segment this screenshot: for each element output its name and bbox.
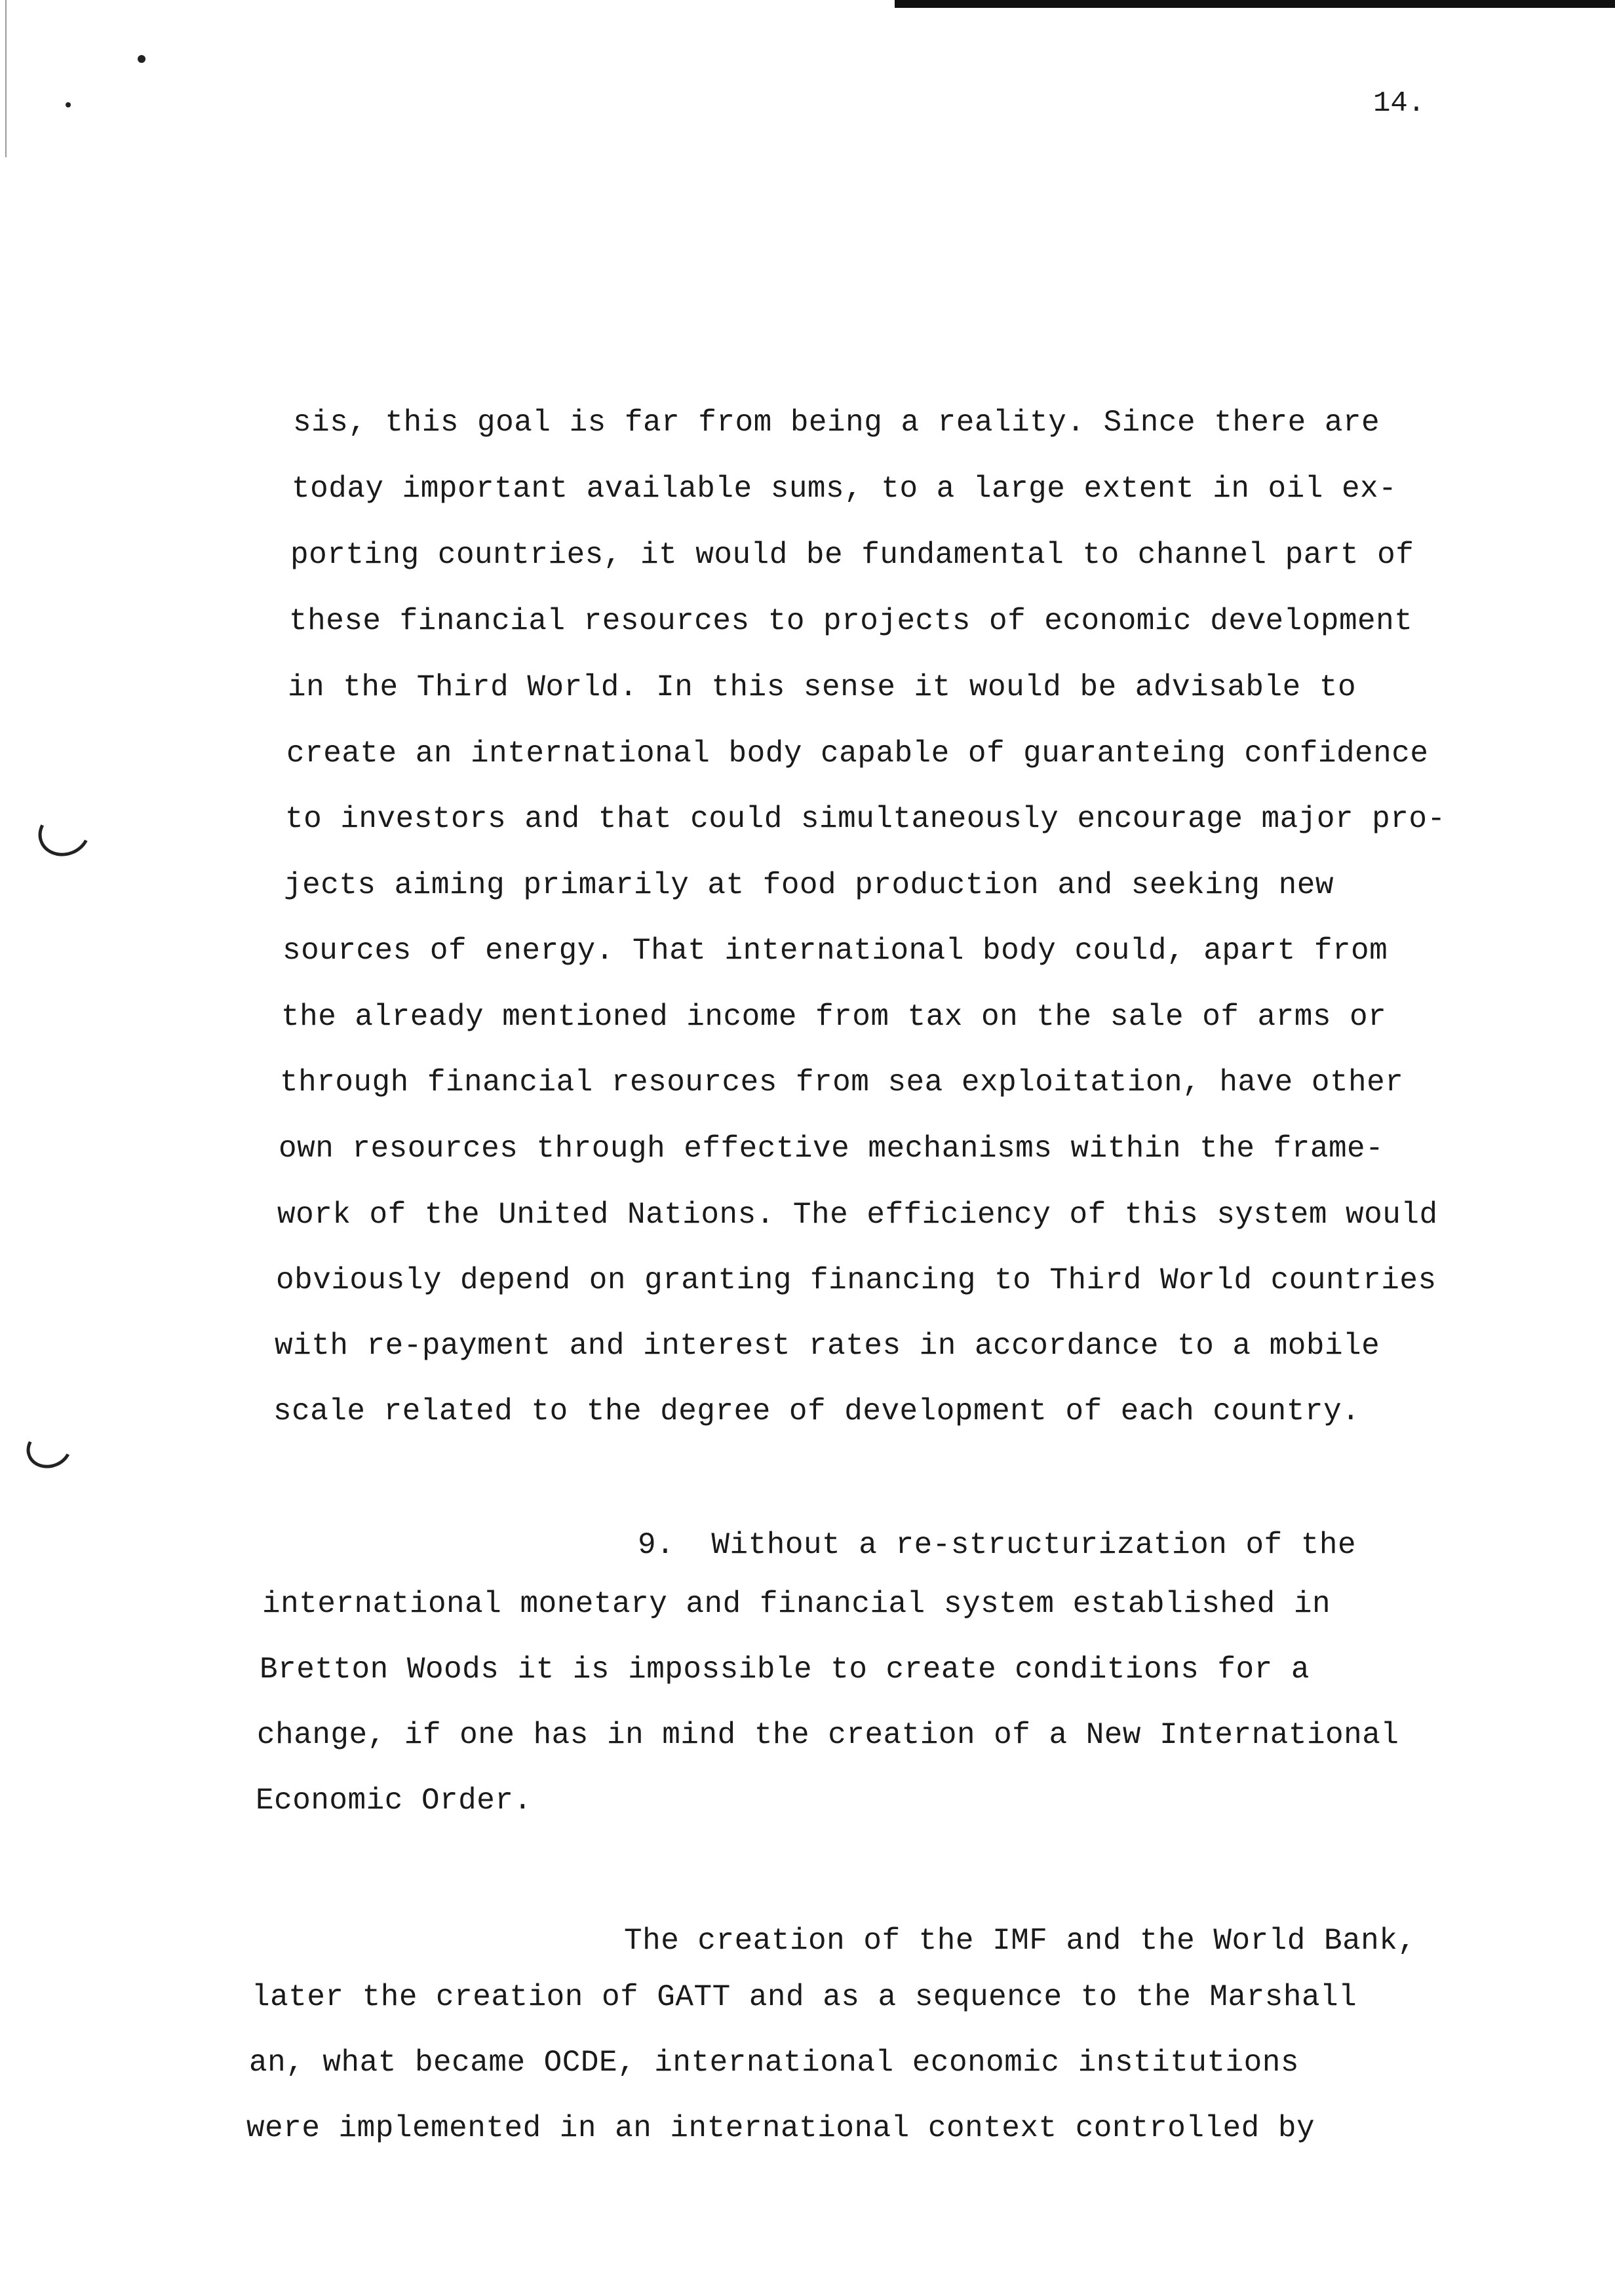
page-number: 14. — [1373, 87, 1426, 120]
text-line: 9. Without a re-structurization of the — [638, 1528, 1357, 1562]
top-edge-bar — [895, 0, 1615, 8]
text-line: the already mentioned income from tax on the sale of arms or — [281, 1000, 1387, 1034]
text-line: in the Third World. In this sense it would be advisable to — [288, 670, 1357, 704]
text-line: to investors and that could simultaneously encourage major pro- — [285, 802, 1446, 836]
text-line: sis, this goal is far from being a reality. Since there are — [293, 406, 1380, 440]
text-line: obviously depend on granting financing to Third World countries — [276, 1263, 1437, 1297]
text-line: Economic Order. — [256, 1784, 532, 1818]
text-line: today important available sums, to a large extent in oil ex- — [292, 472, 1397, 506]
text-line: were implemented in an international context controlled by — [246, 2111, 1315, 2145]
ink-speck — [66, 102, 71, 107]
text-line: sources of energy. That international body could, apart from — [282, 934, 1388, 968]
text-line: later the creation of GATT and as a sequence to the Marshall — [252, 1980, 1357, 2014]
punch-hole-mark — [21, 1422, 77, 1474]
text-line: these financial resources to projects of economic development — [289, 604, 1413, 638]
text-line: scale related to the degree of development of each country. — [273, 1394, 1361, 1428]
text-line: porting countries, it would be fundamental to channel part of — [290, 538, 1414, 572]
text-line: work of the United Nations. The efficiency of this system would — [277, 1198, 1438, 1232]
ink-speck — [138, 55, 146, 63]
text-line: change, if one has in mind the creation of a New International — [257, 1718, 1399, 1752]
text-line: The creation of the IMF and the World Bank, — [624, 1924, 1416, 1958]
text-line: through financial resources from sea exploitation, have other — [280, 1065, 1404, 1100]
punch-hole-mark — [31, 802, 96, 863]
text-line: with re-payment and interest rates in accordance to a mobile — [275, 1329, 1380, 1363]
text-line: international monetary and financial system established in — [262, 1587, 1331, 1621]
text-line: jects aiming primarily at food production and seeking new — [284, 868, 1334, 902]
text-line: Bretton Woods it is impossible to create conditions for a — [260, 1653, 1310, 1687]
text-line: own resources through effective mechanisms within the frame- — [279, 1132, 1384, 1166]
text-line: an, what became OCDE, international economic institutions — [249, 2046, 1299, 2080]
left-edge-mark — [5, 0, 7, 157]
text-line: create an international body capable of guaranteing confidence — [286, 737, 1429, 771]
